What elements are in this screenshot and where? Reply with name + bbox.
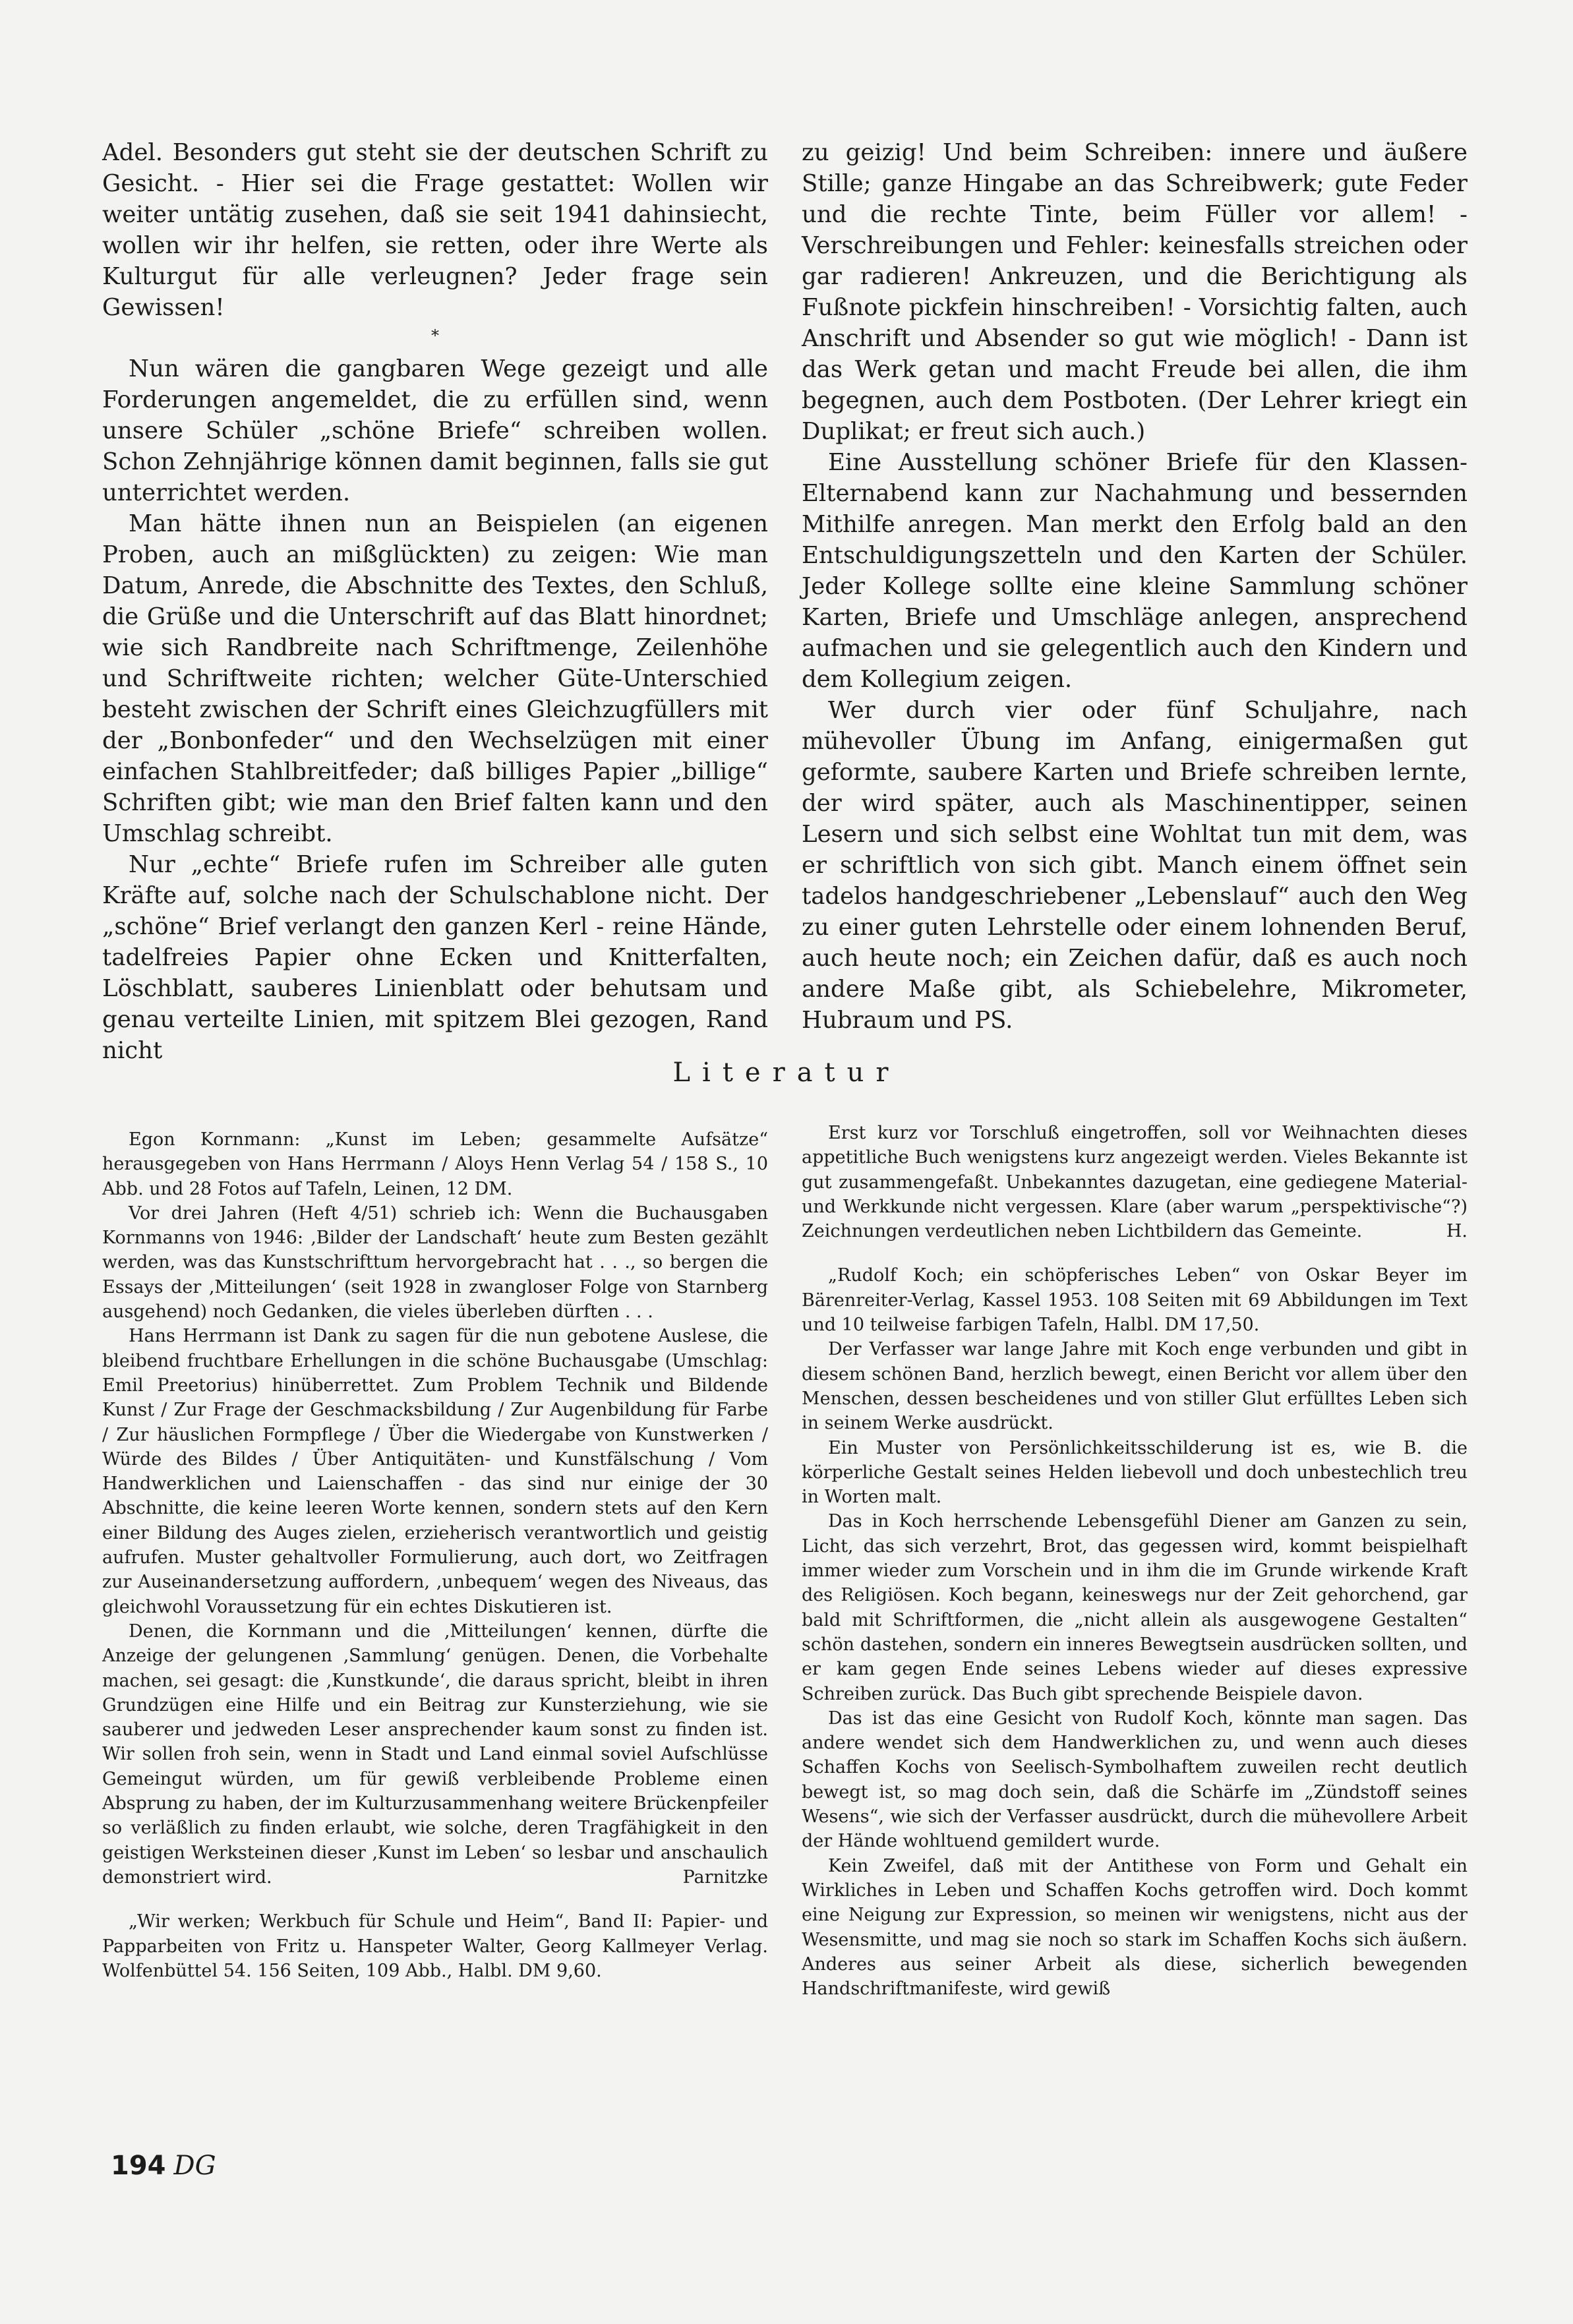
paragraph	[802, 1121, 1468, 1243]
paragraph: Nun wären die gangbaren Wege gezeigt und alle Forderungen angemeldet, die zu erfüllen sind, wenn unsere Schüler „schöne Briefe“ schreiben wollen. Schon Zehnjährige können damit beginnen, falls sie gut unterrichtet werden.	[102, 355, 768, 506]
paragraph: Das in Koch herrschende Lebensgefühl Diener am Ganzen zu sein, Licht, das sich verzehrt, Brot, das gegessen wird, kommt beispielhaft immer wieder zum Vorschein und in ihm die im Grunde wirkende Kraft des Religiösen. Koch begann, keineswegs nur der Zeit gehorchend, gar bald mit Schriftformen, die „nicht allein als ausgewogene Gestalten“ schön dastehen, sondern ein inneres Bewegtsein ausdrücken sollten, und er kam gegen Ende seines Lebens wieder auf dieses expressive Schreiben zurück. Das Buch gibt sprechende Beispiele davon.	[802, 1511, 1468, 1704]
section-title: Literatur	[672, 1058, 901, 1088]
paragraph: Man hätte ihnen nun an Beispielen (an eigenen Proben, auch an mißglückten) zu zeigen: Wie man Datum, Anrede, die Abschnitte des Textes, den Schluß, die Grüße und die Unterschrift auf das Blatt hinordnet; wie sich Randbreite nach Schriftmenge, Zeilenhöhe und Schriftweite richten; welcher Güte-Unterschied besteht zwischen der Schrift eines Gleichzugfüllers mit der „Bonbonfeder“ und den Wechselzügen mit einer einfachen Stahlbreitfeder; daß billiges Papier „billige“ Schriften gibt; wie man den Brief falten kann und den Umschlag schreibt.	[102, 510, 768, 847]
paragraph: Kein Zweifel, daß mit der Antithese von Form und Gehalt ein Wirkliches in Leben und Schaffen Kochs getroffen wird. Doch kommt eine Neigung zur Expression, so meinen wir wenigstens, nicht aus der Wesensmitte, und mag sie noch so stark im Schaffen Kochs sich äußern. Anderes aus seiner Arbeit als diese, sicherlich bewegenden Handschriftmanifeste, wird gewiß	[802, 1855, 1468, 2000]
page-footer	[111, 2151, 216, 2181]
journal-abbreviation: DG	[173, 2151, 216, 2181]
book-reference: „Rudolf Koch; ein schöpferisches Leben“ von Oskar Beyer im Bärenreiter-Verlag, Kassel 1953. 108 Seiten mit 69 Abbildungen im Text und 10 teilweise farbigen Tafeln, Halbl. DM 17,50.	[802, 1265, 1468, 1336]
book-reference: „Wir werken; Werkbuch für Schule und Heim“, Band II: Papier- und Papparbeiten von Fritz u. Hanspeter Walter, Georg Kallmeyer Verlag. Wolfenbüttel 54. 156 Seiten, 109 Abb., Halbl. DM 9,60.	[102, 1911, 768, 1981]
paragraph: Nur „echte“ Briefe rufen im Schreiber alle guten Kräfte auf, solche nach der Schulschablone nicht. Der „schöne“ Brief verlangt den ganzen Kerl - reine Hände, tadelfreies Papier ohne Ecken und Knitterfalten, Löschblatt, sauberes Linienblatt oder behutsam und genau verteilte Linien, mit spitzem Blei gezogen, Rand nicht	[102, 851, 768, 1064]
paragraph: Ein Muster von Persönlichkeitsschilderung ist es, wie B. die körperliche Gestalt seines Helden liebevoll und doch unbestechlich treu in Worten malt.	[802, 1437, 1468, 1508]
literature-right-column	[802, 1121, 1468, 2001]
reviewer-signature: Parnitzke	[682, 1866, 768, 1888]
page-number: 194	[111, 2151, 166, 2181]
paragraph-text: Denen, die Kornmann und die ‚Mitteilungen‘ kennen, dürfte die Anzeige der gelungenen ‚Sammlung‘ genügen. Denen, die Vorbehalte machen, sei gesagt: die ‚Kunstkunde‘, die daraus spricht, bleibt in ihren Grundzügen eine Hilfe und ein Beitrag zur Kunsterziehung, wie sie sauberer und jedweden Leser ansprechender kaum sonst zu finden ist. Wir sollen froh sein, wenn in Stadt und Land einmal soviel Aufschlüsse Gemeingut würden, um für gewiß verbleibende Probleme einen Absprung zu haben, der im Kulturzusammenhang weitere Brückenpfeiler so verläßlich zu finden erlaubt, wie solche, deren Tragfähigkeit in den geistigen Werksteinen dieser ‚Kunst im Leben‘ so lesbar und anschaulich demonstriert wird.	[102, 1621, 768, 1888]
paragraph	[102, 1619, 768, 1890]
paragraph-text: Erst kurz vor Torschluß eingetroffen, soll vor Weihnachten dieses appetitliche Buch wenigstens kurz angezeigt werden. Vieles Bekannte ist gut zusammengefaßt. Unbekanntes dazugetan, eine gediegene Material- und Werkkunde nicht vergessen. Klare (aber warum „perspektivische“?) Zeichnungen verdeutlichen neben Lichtbildern das Gemeinte.	[802, 1123, 1468, 1242]
paragraph: zu geizig! Und beim Schreiben: innere und äußere Stille; ganze Hingabe an das Schreibwerk; gute Feder und die rechte Tinte, beim Füller vor allem! - Verschreibungen und Fehler: keinesfalls streichen oder gar radieren! Ankreuzen, und die Berichtigung als Fußnote pickfein hinschreiben! - Vorsichtig falten, auch Anschrift und Absender so gut wie möglich! - Dann ist das Werk getan und macht Freude bei allen, die ihm begegnen, auch dem Postboten. (Der Lehrer kriegt ein Duplikat; er freut sich auch.)	[802, 139, 1468, 445]
upper-left-column	[102, 137, 768, 1066]
paragraph: Adel. Besonders gut steht sie der deutschen Schrift zu Gesicht. - Hier sei die Frage gestattet: Wollen wir weiter untätig zusehen, daß sie seit 1941 dahinsiecht, wollen wir ihr helfen, sie retten, oder ihre Werte als Kulturgut für alle verleugnen? Jeder frage sein Gewissen!	[102, 139, 768, 321]
paragraph: Das ist das eine Gesicht von Rudolf Koch, könnte man sagen. Das andere wendet sich dem Handwerklichen zu, und wenn auch dieses Schaffen Kochs von Seelisch-Symbolhaftem zuweilen recht deutlich bewegt ist, so mag doch sein, daß die Schärfe im „Zündstoff seines Wesens“, wie sich der Verfasser ausdrückt, durch die mühevollere Arbeit der Hände wohltuend gemildert wurde.	[802, 1708, 1468, 1852]
paragraph: Wer durch vier oder fünf Schuljahre, nach mühevoller Übung im Anfang, einigermaßen gut geformte, saubere Karten und Briefe schreiben lernte, der wird später, auch als Maschinentipper, seinen Lesern und sich selbst eine Wohltat tun mit dem, was er schriftlich von sich gibt. Manch einem öffnet sein tadelos handgeschriebener „Lebenslauf“ auch den Weg zu einer guten Lehrstelle oder einem lohnenden Beruf, auch heute noch; ein Zeichen dafür, daß es auch noch andere Maße gibt, als Schiebelehre, Mikrometer, Hubraum und PS.	[802, 697, 1468, 1034]
paragraph: Hans Herrmann ist Dank zu sagen für die nun gebotene Auslese, die bleibend fruchtbare Erhellungen in die schöne Buchausgabe (Umschlag: Emil Preetorius) hinüberrettet. Zum Problem Technik und Bildende Kunst / Zur Frage der Geschmacksbildung / Zur Augenbildung für Farbe / Zur häuslichen Formpflege / Über die Wiedergabe von Kunstwerken / Würde des Bildes / Über Antiquitäten- und Kunstfälschung / Vom Handwerklichen und Laienschaffen - das sind nur einige der 30 Abschnitte, die keine leeren Worte kennen, sondern stets auf den Kern einer Bildung des Auges zielen, erzieherisch verantwortlich und geistig aufrufen. Muster gehaltvoller Formulierung, auch dort, wo Zeitfragen zur Auseinandersetzung auffordern, ‚unbequem‘ wegen des Niveaus, das gleichwohl Voraussetzung für ein echtes Diskutieren ist.	[102, 1326, 768, 1617]
reviewer-signature: H.	[1446, 1221, 1468, 1242]
paragraph: Der Verfasser war lange Jahre mit Koch enge verbunden und gibt in diesem schönen Band, herzlich bewegt, einen Bericht vor allem über den Menschen, dessen bescheidenes und von stiller Glut erfülltes Leben sich in seinem Werke ausdrückt.	[802, 1339, 1468, 1434]
paragraph: Vor drei Jahren (Heft 4/51) schrieb ich: Wenn die Buchausgaben Kornmanns von 1946: ‚Bilder der Landschaft‘ heute zum Besten gezählt werden, was das Kunstschrifttum hervorgebracht hat . . ., so bergen die Essays der ‚Mitteilungen‘ (seit 1928 in zwangloser Folge von Starnberg ausgehend) noch Gedanken, die vieles überleben dürften . . .	[102, 1203, 768, 1323]
section-separator: *	[431, 326, 439, 345]
upper-right-column	[802, 137, 1468, 1036]
paragraph: Eine Ausstellung schöner Briefe für den Klassen-Elternabend kann zur Nachahmung und bessernden Mithilfe anregen. Man merkt den Erfolg bald an den Entschuldigungszetteln und den Karten der Schüler. Jeder Kollege sollte eine kleine Sammlung schöner Karten, Briefe und Umschläge anlegen, ansprechend aufmachen und sie gelegentlich auch den Kindern und dem Kollegium zeigen.	[802, 449, 1468, 693]
book-reference: Egon Kornmann: „Kunst im Leben; gesammelte Aufsätze“ herausgegeben von Hans Herrmann / Aloys Henn Verlag 54 / 158 S., 10 Abb. und 28 Fotos auf Tafeln, Leinen, 12 DM.	[102, 1129, 768, 1199]
literature-left-column	[102, 1127, 768, 1983]
